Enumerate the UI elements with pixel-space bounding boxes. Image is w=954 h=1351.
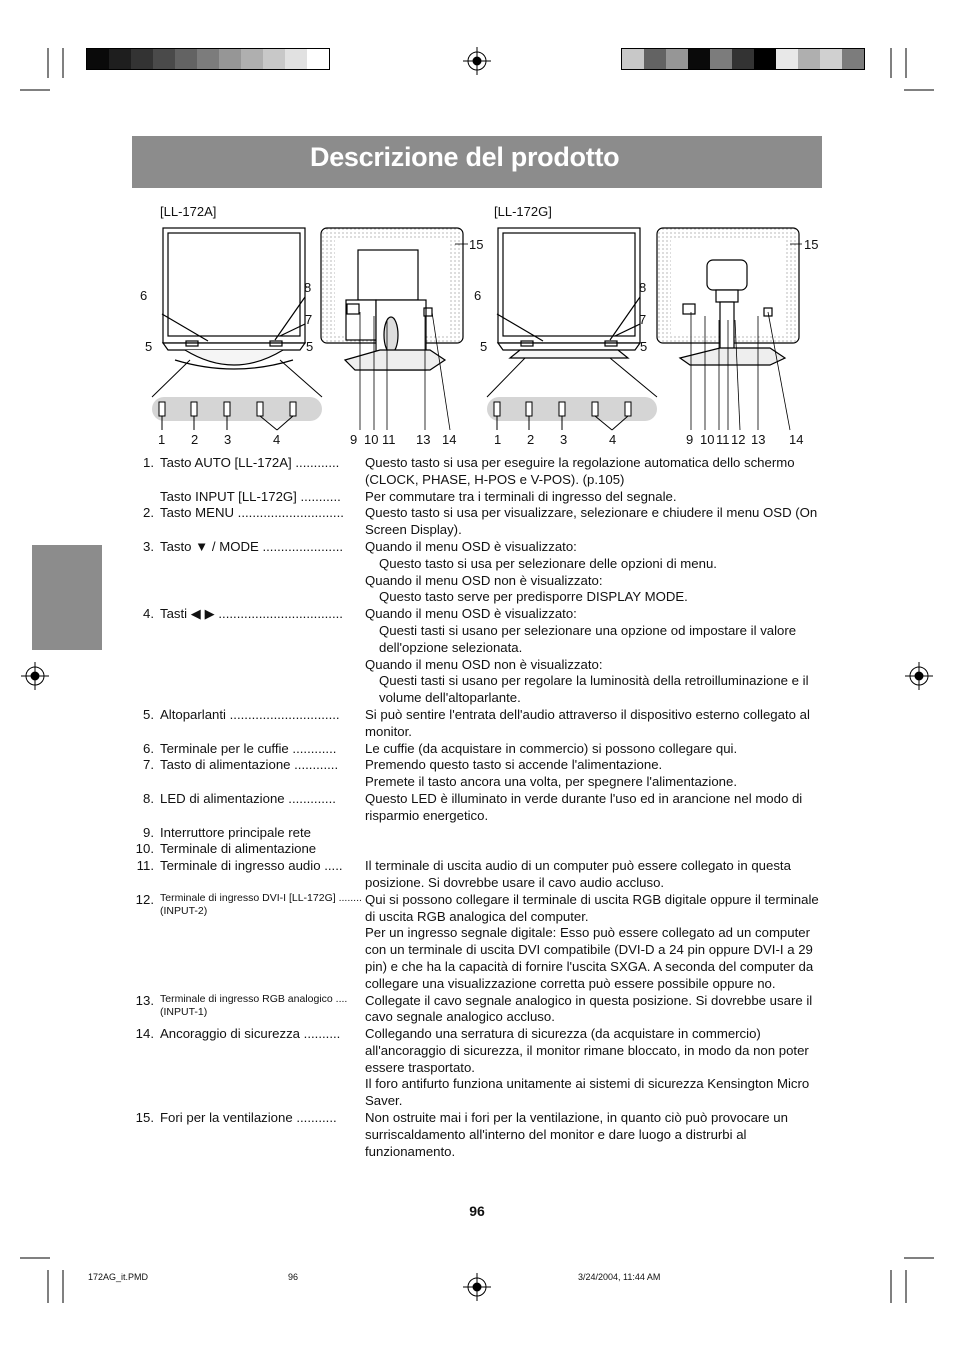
item-number: 10. (135, 841, 154, 857)
footer-file: 172AG_it.PMD (88, 1272, 149, 1282)
footer-page: 96 (288, 1272, 299, 1282)
list-item (130, 707, 830, 741)
item-description: Quando il menu OSD è visualizzato: Questo tasto si usa per selezionare delle opzioni di menu. Quando il menu OSD non è visualizzato: Questo tasto serve per predisporre DISPLAY MODE. (365, 538, 717, 605)
list-item (130, 606, 830, 707)
color-swatch (175, 49, 197, 69)
callout-3-a: 3 (224, 432, 232, 447)
callout-5-a-left: 5 (145, 339, 153, 354)
list-item (130, 1110, 830, 1160)
callout-15-g: 15 (804, 237, 819, 252)
color-swatch (285, 49, 307, 69)
callout-15-a: 15 (469, 237, 484, 252)
item-label: Terminale di ingresso DVI-I [LL-172G] ........ (INPUT-2) (160, 892, 365, 918)
item-number: 11. (136, 858, 154, 874)
item-description: Questo tasto si usa per eseguire la regolazione automatica dello schermo (CLOCK, PHASE, H-POS e V-POS). (p.105) (365, 455, 795, 487)
item-description: Quando il menu OSD è visualizzato: Questi tasti si usano per selezionare una opzione od impostare il valore dell'opzione selezionata. Quando il menu OSD non è visualizzato: Questi tasti si usano per regolare la luminosità della retroilluminazione e il volume dell'altoparlante. (365, 606, 809, 706)
callout-4-g: 4 (609, 432, 617, 447)
callout-7-a: 7 (305, 312, 313, 327)
item-label: Tasto ▼ / MODE ...................... (160, 538, 344, 554)
model-label-g: [LL-172G] (494, 204, 552, 219)
color-swatch (153, 49, 175, 69)
color-bar-left (86, 48, 330, 70)
item-description: Questo LED è illuminato in verde durante l'uso ed in arancione nel modo di risparmio energetico. (365, 790, 803, 823)
callout-8-g: 8 (639, 280, 647, 295)
title-bar (132, 136, 822, 188)
list-item (130, 741, 830, 758)
list-item (130, 489, 830, 506)
callout-14-g: 14 (789, 432, 804, 447)
color-swatch (219, 49, 241, 69)
callout-9-a: 9 (350, 432, 358, 447)
item-label: Altoparlanti .............................. (160, 706, 340, 722)
item-label: Terminale di alimentazione (160, 841, 317, 857)
callout-10-g: 10 (700, 432, 715, 447)
callout-12-g: 12 (731, 432, 746, 447)
item-description: Collegando una serratura di sicurezza (da acquistare in commercio) all'ancoraggio di sicurezza, il monitor rimane bloccato, in modo da non poter essere trasportato. Il foro antifurto funziona unitamente ai sistemi di sicurezza Kensington Micro Saver. (365, 1026, 810, 1109)
callout-13-a: 13 (416, 432, 431, 447)
callout-8-a: 8 (304, 280, 312, 295)
item-number: 15. (135, 1110, 154, 1126)
item-description: Qui si possono collegare il terminale di uscita RGB digitale oppure il terminale di uscita RGB analogica del computer. Per un ingresso segnale digitale: Esso può essere collegato ad un computer con un terminale di uscita DVI compatibile (DVI-D a 24 pin oppure DVI-I a 29 pin) e che ha la capacità di fornire l'uscita SXGA. A seconda del computer da collegare una visualizzazione corretta può essere possibile oppure no. (365, 891, 819, 991)
registration-mark-left (21, 662, 49, 690)
list-item (130, 825, 830, 842)
item-list (130, 455, 830, 1160)
color-swatch (241, 49, 263, 69)
monitor-front-a (162, 228, 305, 369)
item-label: LED di alimentazione ............. (160, 790, 336, 806)
callout-5-a-right: 5 (306, 339, 314, 354)
item-description: Non ostruite mai i fori per la ventilazione, in quanto ciò può provocare un surriscaldamento all'interno del monitor e dare luogo a distrurbi al funzionamento. (365, 1110, 788, 1159)
callout-6-g: 6 (474, 288, 482, 303)
list-item (130, 1026, 830, 1110)
item-description: Il terminale di uscita audio di un computer può essere collegato in questa posizione. Si dovrebbe usare il cavo audio accluso. (365, 858, 791, 890)
callout-2-a: 2 (191, 432, 199, 447)
color-bar-right (621, 48, 865, 70)
list-item (130, 791, 830, 825)
item-label-sub: (INPUT-2) (160, 904, 208, 917)
callout-4-a: 4 (273, 432, 281, 447)
callout-5-g-right: 5 (640, 339, 648, 354)
callout-2-g: 2 (527, 432, 535, 447)
list-item (130, 539, 830, 606)
item-label: Tasti ◀ ▶ .................................. (160, 606, 343, 622)
item-description: Si può sentire l'entrata dell'audio attraverso il dispositivo esterno collegato al monitor. (365, 706, 810, 739)
color-swatch (622, 49, 644, 69)
item-number: 12. (135, 891, 154, 907)
item-number: 6. (143, 740, 154, 756)
callout-11-g: 11 (716, 432, 730, 447)
color-swatch (131, 49, 153, 69)
callout-5-g-left: 5 (480, 339, 488, 354)
item-description: Premendo questo tasto si accende l'alimentazione. Premete il tasto ancora una volta, per spegnere l'alimentazione. (365, 757, 737, 790)
color-swatch (263, 49, 285, 69)
item-number: 9. (143, 824, 154, 840)
callout-11-a: 11 (382, 432, 396, 447)
item-label: Tasto INPUT [LL-172G] ........... (160, 488, 341, 504)
button-panel-a (152, 360, 322, 430)
item-label-sub: (INPUT-1) (160, 1005, 208, 1018)
callout-1-a: 1 (158, 432, 166, 447)
item-label: Interruttore principale rete (160, 824, 311, 840)
callout-1-g: 1 (494, 432, 502, 447)
callout-14-a: 14 (442, 432, 457, 447)
color-swatch (842, 49, 864, 69)
color-swatch (644, 49, 666, 69)
color-swatch (307, 49, 329, 69)
callout-7-g: 7 (639, 312, 647, 327)
list-item (130, 841, 830, 858)
color-swatch (87, 49, 109, 69)
item-label: Terminale per le cuffie ............ (160, 740, 337, 756)
callout-13-g: 13 (751, 432, 766, 447)
item-description: Per commutare tra i terminali di ingresso del segnale. (365, 488, 677, 504)
footer-date: 3/24/2004, 11:44 AM (578, 1272, 661, 1282)
item-description: Le cuffie (da acquistare in commercio) si possono collegare qui. (365, 740, 738, 756)
page-number: 96 (469, 1203, 485, 1219)
item-number: 4. (143, 606, 154, 622)
item-label: Terminale di ingresso RGB analogico .... (INPUT-1) (160, 993, 365, 1019)
item-description: Questo tasto si usa per visualizzare, selezionare e chiudere il menu OSD (On Screen Display). (365, 505, 818, 538)
list-item (130, 505, 830, 539)
list-item (130, 757, 830, 791)
item-description: Collegate il cavo segnale analogico in questa posizione. Si dovrebbe usare il cavo segnale analogico accluso. (365, 992, 813, 1025)
registration-mark-bottom (463, 1273, 491, 1301)
list-item (130, 858, 830, 892)
item-number: 1. (143, 455, 154, 470)
color-swatch (197, 49, 219, 69)
item-number: 8. (143, 790, 154, 806)
color-swatch (754, 49, 776, 69)
color-swatch (688, 49, 710, 69)
color-swatch (109, 49, 131, 69)
list-item (130, 993, 830, 1027)
monitor-front-g (497, 228, 640, 358)
item-number: 3. (143, 538, 154, 554)
list-item (130, 892, 830, 993)
page-title: Descrizione del prodotto (310, 142, 620, 172)
color-swatch (710, 49, 732, 69)
item-number: 14. (135, 1026, 154, 1042)
color-swatch (798, 49, 820, 69)
callout-9-g: 9 (686, 432, 694, 447)
color-swatch (732, 49, 754, 69)
color-swatch (776, 49, 798, 69)
color-swatch (820, 49, 842, 69)
registration-mark-right (905, 662, 933, 690)
item-label: Tasto MENU ............................. (160, 505, 344, 521)
registration-mark-top (463, 47, 491, 75)
callout-3-g: 3 (560, 432, 568, 447)
item-label: Tasto AUTO [LL-172A] ............ (160, 455, 340, 470)
callout-6-a: 6 (140, 288, 148, 303)
monitor-back-a (321, 228, 463, 370)
item-label: Ancoraggio di sicurezza .......... (160, 1026, 341, 1042)
item-label: Terminale di ingresso audio ..... (160, 858, 343, 874)
model-label-a: [LL-172A] (160, 204, 217, 219)
item-number: 2. (143, 505, 154, 521)
button-panel-g (487, 358, 657, 430)
item-number: 13. (135, 992, 154, 1008)
side-tab (32, 545, 102, 650)
item-number: 7. (143, 757, 154, 773)
color-swatch (666, 49, 688, 69)
item-label: Tasto di alimentazione ............ (160, 757, 339, 773)
list-item (130, 455, 830, 489)
callout-10-a: 10 (364, 432, 379, 447)
product-illustration (130, 220, 830, 455)
item-number: 5. (143, 706, 154, 722)
item-label: Fori per la ventilazione ........... (160, 1110, 337, 1126)
